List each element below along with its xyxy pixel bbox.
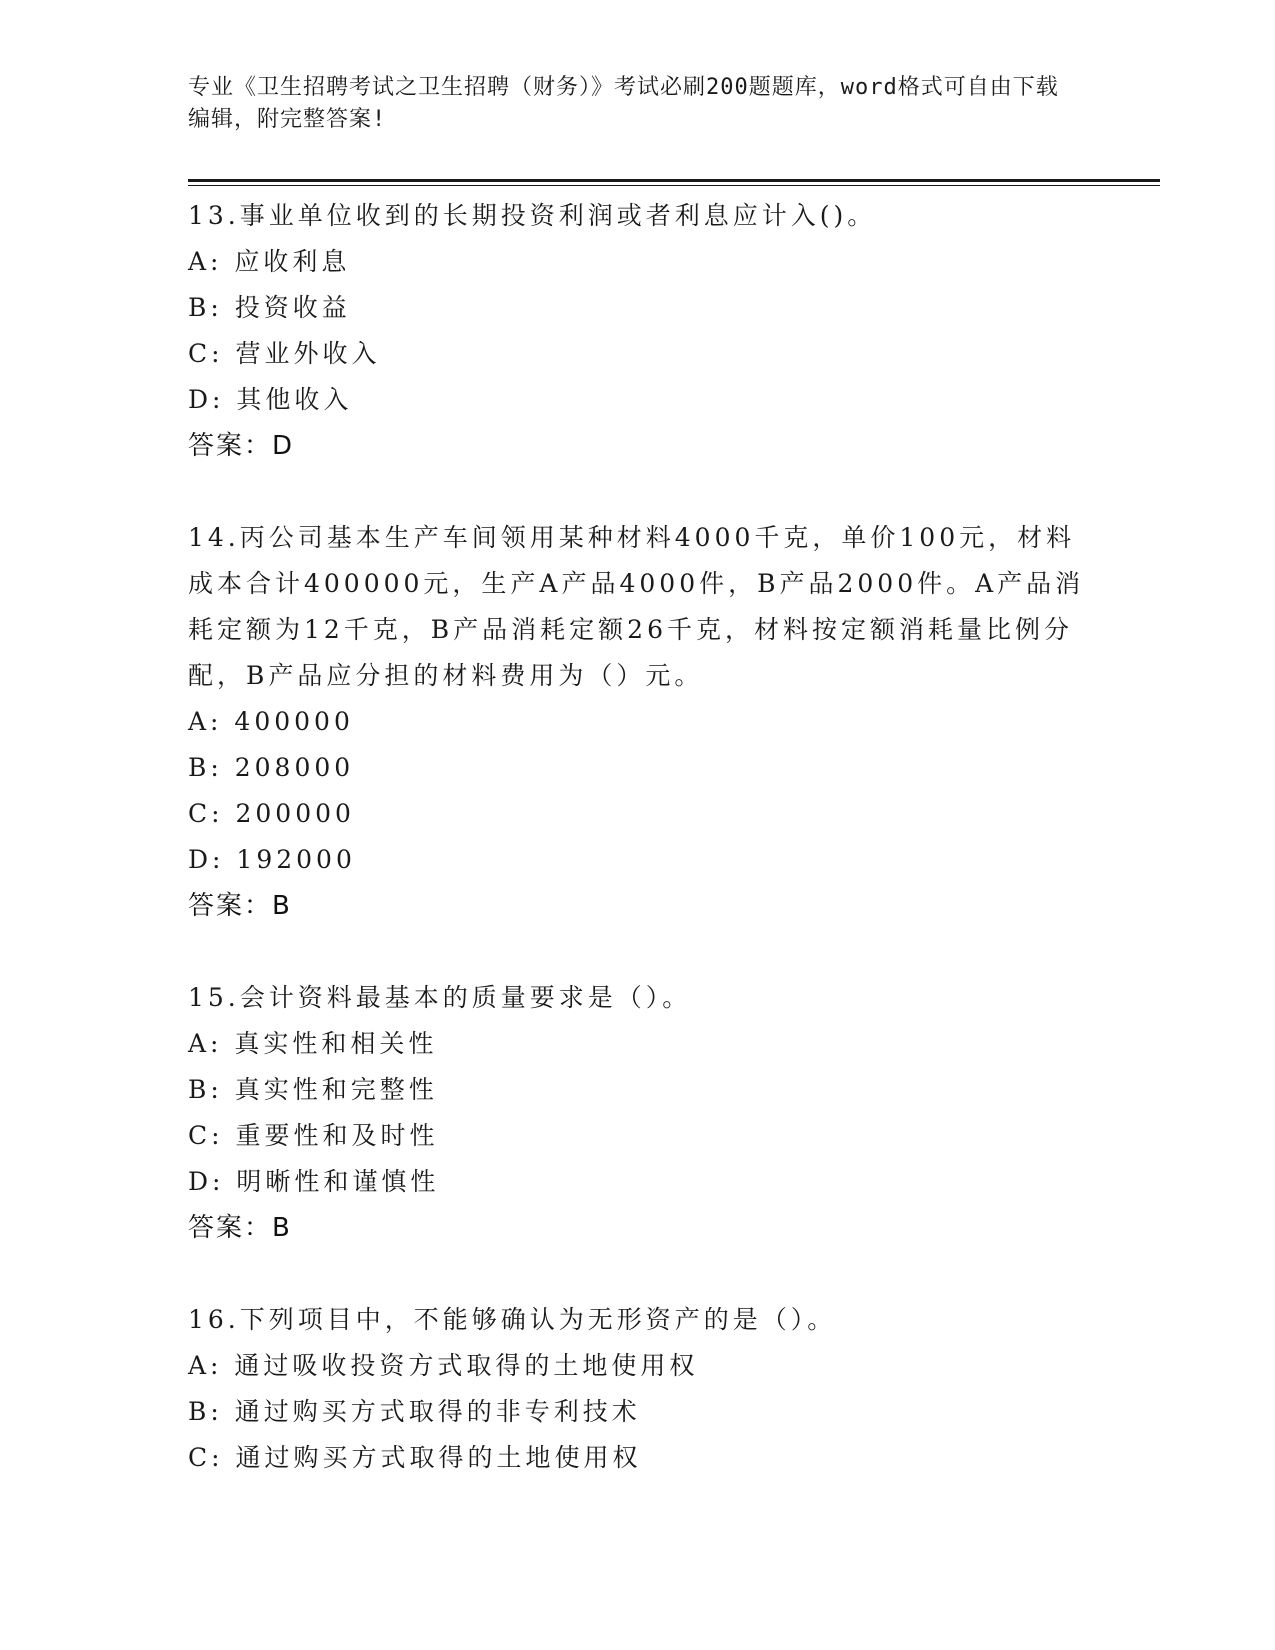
question-14 xyxy=(188,515,1088,929)
question-13 xyxy=(188,193,1088,469)
option-d: D: 192000 xyxy=(188,845,356,874)
question-text: 14.丙公司基本生产车间领用某种材料4000千克，单价100元，材料成本合计400000元，生产A产品4000件，B产品2000件。A产品消耗定额为12千克，B产品消耗定额26千克，材料按定额消耗量比例分配，B产品应分担的材料费用为（）元。 xyxy=(188,523,1085,690)
option-d: D: 其他收入 xyxy=(188,385,353,414)
question-list xyxy=(188,193,1088,1527)
question-text: 15.会计资料最基本的质量要求是（）。 xyxy=(188,983,692,1012)
answer-line: 答案：B xyxy=(188,1213,292,1243)
question-15 xyxy=(188,975,1088,1251)
option-a: A: 通过吸收投资方式取得的土地使用权 xyxy=(188,1351,699,1380)
header-title: 专业《卫生招聘考试之卫生招聘（财务）》考试必刷200题题库，word格式可自由下载编辑，附完整答案! xyxy=(188,75,1059,132)
document-header xyxy=(188,72,1068,136)
option-a: A: 真实性和相关性 xyxy=(188,1029,438,1058)
question-16 xyxy=(188,1297,1088,1481)
answer-line: 答案：D xyxy=(188,431,295,461)
header-divider-thin xyxy=(188,185,1160,186)
option-d: D: 明晰性和谨慎性 xyxy=(188,1167,440,1196)
option-a: A: 应收利息 xyxy=(188,247,351,276)
question-text: 16.下列项目中，不能够确认为无形资产的是（）。 xyxy=(188,1305,837,1334)
option-c: C: 通过购买方式取得的土地使用权 xyxy=(188,1443,642,1472)
option-b: B: 投资收益 xyxy=(188,293,351,322)
header-divider-thick xyxy=(188,179,1160,182)
question-text: 13.事业单位收到的长期投资利润或者利息应计入()。 xyxy=(188,201,877,230)
option-b: B: 通过购买方式取得的非专利技术 xyxy=(188,1397,641,1426)
option-c: C: 200000 xyxy=(188,799,355,828)
option-c: C: 重要性和及时性 xyxy=(188,1121,439,1150)
option-b: B: 真实性和完整性 xyxy=(188,1075,438,1104)
answer-line: 答案：B xyxy=(188,891,292,921)
option-a: A: 400000 xyxy=(188,707,354,736)
option-b: B: 208000 xyxy=(188,753,355,782)
option-c: C: 营业外收入 xyxy=(188,339,381,368)
